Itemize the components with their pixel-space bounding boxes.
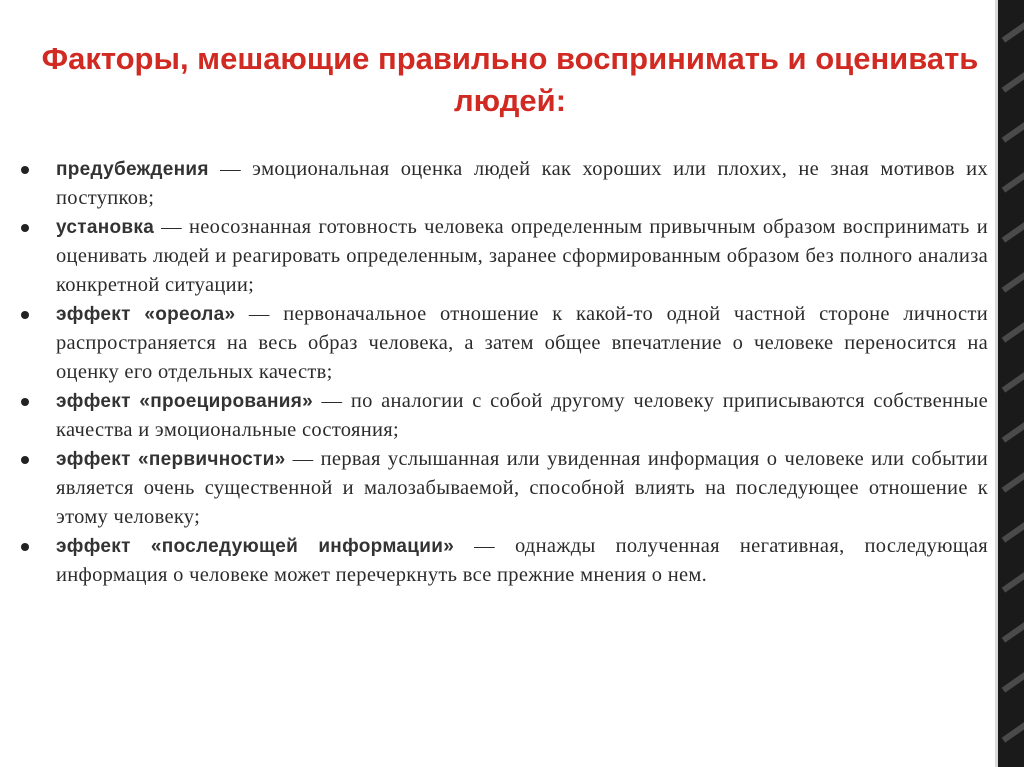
item-term: эффект «последующей информации» — [56, 536, 455, 557]
list-item — [18, 155, 988, 213]
list-item — [18, 213, 988, 300]
bullet-icon — [21, 398, 29, 406]
decorative-edge-strip — [998, 0, 1024, 767]
list-item — [18, 387, 988, 445]
item-text: — однажды полученная негативная, последующая информация о человеке может перечеркнуть все прежние мнения о нем. — [56, 535, 989, 586]
list-item — [18, 300, 988, 387]
item-text: — первая услышанная или увиденная информация о человеке или событии является очень существенной и малозабываемой, способной влиять на последующее отношение к этому человеку; — [56, 448, 988, 528]
slide-title: Факторы, мешающие правильно воспринимать и оценивать людей: — [41, 41, 979, 118]
item-text: — неосознанная готовность человека определенным привычным образом воспринимать и оценивать людей и реагировать определенным, заранее сформированным образом без полного анализа конкретной ситуации; — [56, 216, 988, 296]
factor-list — [18, 155, 988, 590]
list-item — [18, 532, 988, 590]
bullet-icon — [21, 166, 29, 174]
item-term: эффект «первичности» — [56, 449, 286, 470]
item-term: эффект «проецирования» — [56, 391, 314, 412]
item-text: — по аналогии с собой другому человеку приписываются собственные качества и эмоциональные состояния; — [56, 390, 988, 441]
list-item — [18, 445, 988, 532]
item-text: — первоначальное отношение к какой-то одной частной стороне личности распространяется на весь образ человека, а затем общее впечатление о человеке переносится на оценку его отдельных качеств; — [56, 303, 988, 383]
item-term: установка — [56, 217, 155, 238]
bullet-icon — [21, 543, 29, 551]
item-term: предубеждения — [56, 159, 209, 180]
bullet-icon — [21, 456, 29, 464]
item-text: — эмоциональная оценка людей как хороших или плохих, не зная мотивов их поступков; — [56, 158, 988, 209]
bullet-icon — [21, 224, 29, 232]
item-term: эффект «ореола» — [56, 304, 236, 325]
bullet-icon — [21, 311, 29, 319]
